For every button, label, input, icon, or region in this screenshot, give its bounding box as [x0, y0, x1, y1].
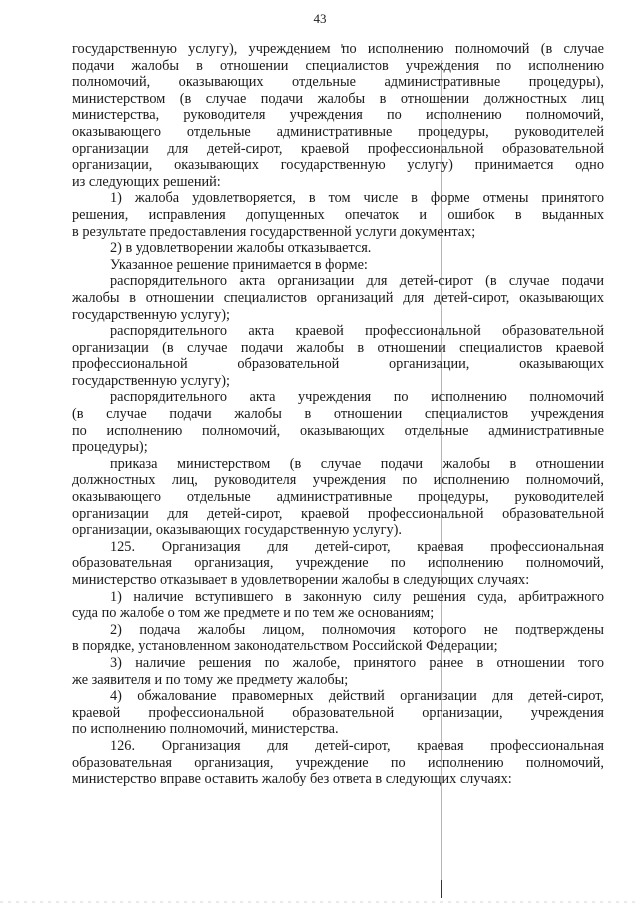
text-line: организации для детей-сирот, краевой профессиональной образовательной: [72, 140, 604, 157]
text-line: 125. Организация для детей-сирот, краевая профессиональная: [110, 538, 604, 555]
text-line: государственную услугу);: [72, 306, 231, 323]
text-line: приказа министерством (в случае подачи жалобы в отношении: [110, 455, 604, 472]
text-line: в результате предоставления государственной услуги документах;: [72, 223, 476, 240]
text-line: 3) наличие решения по жалобе, принятого ранее в отношении того: [110, 654, 604, 671]
text-line: 1) наличие вступившего в законную силу решения суда, арбитражного: [110, 588, 604, 605]
text-line: должностных лиц, руководителя учреждения по исполнению полномочий,: [72, 472, 604, 489]
text-line: жалобы в отношении специалистов организаций для детей-сирот, оказывающих: [72, 289, 604, 306]
document-body: [72, 41, 604, 788]
text-line: организации, оказывающих государственную услугу) принимается одно: [72, 157, 604, 174]
text-line: 1) жалоба удовлетворяется, в том числе в форме отмены принятого: [110, 190, 604, 207]
text-line: 2) подача жалобы лицом, полномочия которого не подтверждены: [110, 621, 604, 638]
text-line: министерства, руководителя учреждения по исполнению полномочий,: [72, 107, 604, 124]
text-line: министерством (в случае подачи жалобы в отношении должностных лиц: [72, 90, 604, 107]
text-line: краевой профессиональной образовательной организации, учреждения: [72, 704, 604, 721]
text-line: по исполнению полномочий, министерства.: [72, 721, 339, 738]
text-line: распорядительного акта учреждения по исполнению полномочий: [110, 389, 604, 406]
text-line: полномочий, оказывающих отдельные административные процедуры),: [72, 74, 604, 91]
text-line: организации для детей-сирот, краевой профессиональной образовательной: [72, 505, 604, 522]
text-line: в порядке, установленном законодательством Российской Федерации;: [72, 638, 498, 655]
text-line: (в случае подачи жалобы в отношении специалистов учреждения: [72, 406, 604, 423]
text-line: процедуры);: [72, 439, 148, 456]
text-line: министерство отказывает в удовлетворении жалобы в следующих случаях:: [72, 572, 530, 588]
text-line: министерство вправе оставить жалобу без ответа в следующих случаях:: [72, 771, 512, 788]
text-line: подачи жалобы в отношении специалистов учреждения по исполнению: [72, 57, 604, 74]
text-line: организации, оказывающих государственную услугу).: [72, 522, 402, 539]
text-line: оказывающего отдельные административные процедуры, руководителей: [72, 489, 604, 506]
page-number: 43: [313, 11, 327, 26]
text-line: образовательная организация, учреждение по исполнению полномочий,: [72, 555, 604, 572]
text-line: 2) в удовлетворении жалобы отказывается.: [110, 240, 372, 257]
text-line: организации (в случае подачи жалобы в отношении специалистов краевой: [72, 339, 604, 356]
text-line: суда по жалобе о том же предмете и по тем же основаниям;: [72, 605, 435, 622]
text-line: государственную услугу), учреждением по исполнению полномочий (в случае: [72, 41, 604, 57]
text-line: 4) обжалование правомерных действий организации для детей-сирот,: [110, 688, 604, 705]
text-line: решения, исправления допущенных опечаток и ошибок в выданных: [72, 206, 604, 223]
text-line: Указанное решение принимается в форме:: [110, 256, 368, 273]
text-line: из следующих решений:: [72, 173, 221, 190]
text-line: по исполнению полномочий, оказывающих отдельные административные: [72, 422, 604, 439]
text-line: распорядительного акта краевой профессиональной образовательной: [110, 323, 604, 340]
text-line: распорядительного акта организации для детей-сирот (в случае подачи: [110, 273, 604, 290]
text-line: 126. Организация для детей-сирот, краевая профессиональная: [110, 737, 604, 754]
text-line: же заявителя и по тому же предмету жалобы;: [72, 671, 349, 688]
scan-mark: [441, 880, 442, 898]
text-line: профессиональной образовательной организации, оказывающих: [72, 356, 604, 373]
text-line: государственную услугу);: [72, 372, 231, 389]
text-line: образовательная организация, учреждение по исполнению полномочий,: [72, 754, 604, 771]
text-line: оказывающего отдельные административные процедуры, руководителей: [72, 123, 604, 140]
